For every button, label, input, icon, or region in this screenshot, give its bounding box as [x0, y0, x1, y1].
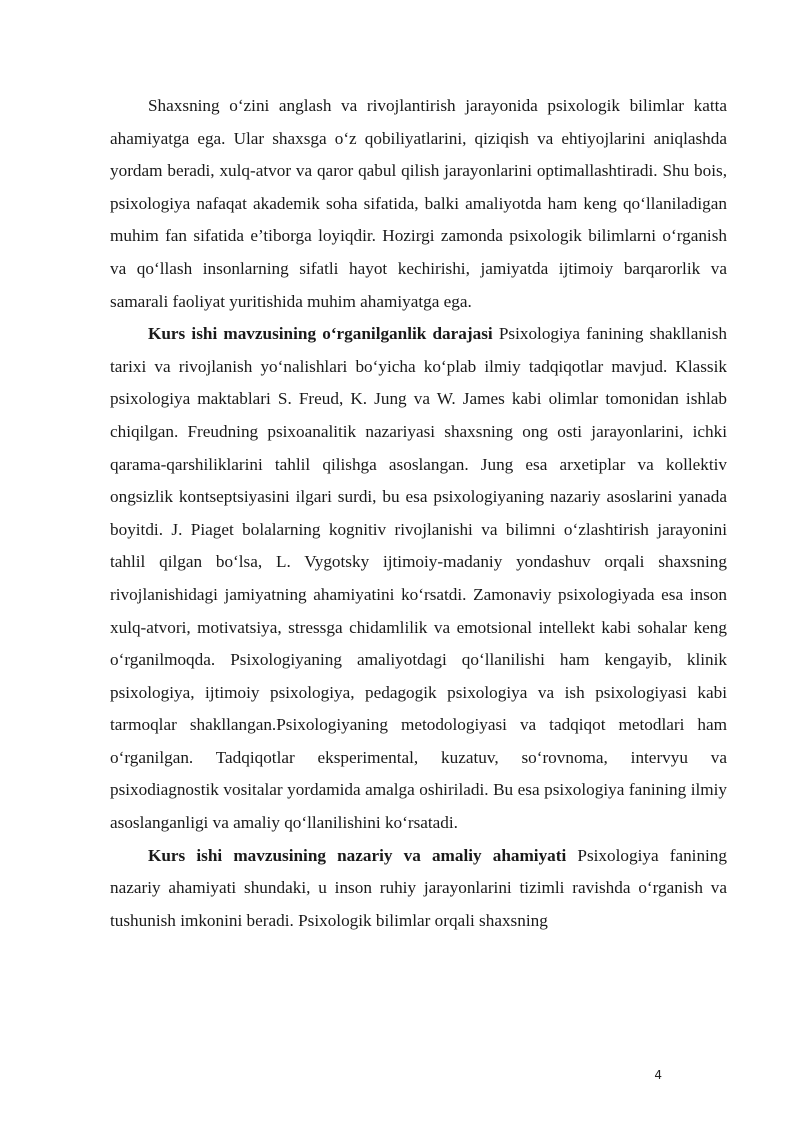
section-heading-research-level: Kurs ishi mavzusining o‘rganilganlik darajasi [148, 324, 493, 344]
paragraph-research-level [110, 318, 727, 840]
paragraph-text: Shaxsning o‘zini anglash va rivojlantirish jarayonida psixologik bilimlar katta ahamiyatga ega. Ular shaxsga o‘z qobiliyatlarini, qiziqish va ehtiyojlarini aniqlashda yordam beradi, xulq-atvor va qaror qabul qilish jarayonlarini optimallashtiradi. Shu bois, psixologiya nafaqat akademik soha sifatida, balki amaliyotda ham keng qo‘llaniladigan muhim fan sifatida e’tiborga loyiqdir. Hozirgi zamonda psixologik bilimlarni o‘rganish va qo‘llash insonlarning sifatli hayot kechirishi, jamiyatda ijtimoiy barqarorlik va samarali faoliyat yuritishida muhim ahamiyatga ega. [110, 96, 727, 311]
document-page [110, 90, 727, 937]
paragraph-intro [110, 90, 727, 318]
paragraph-text: Psixologiya fanining shakllanish tarixi va rivojlanish yo‘nalishlari bo‘yicha ko‘plab ilmiy tadqiqotlar mavjud. Klassik psixologiya maktablari S. Freud, K. Jung va W. James kabi olimlar tomonidan ishlab chiqilgan. Freudning psixoanalitik nazariyasi shaxsning ong osti jarayonlarini, ichki qarama-qarshiliklarini tahlil qilishga asoslangan. Jung esa arxetiplar va kollektiv ongsizlik kontseptsiyasini ilgari surdi, bu esa psixologiyaning nazariy asoslarini yanada boyitdi. J. Piaget bolalarning kognitiv rivojlanishi va bilimni o‘zlashtirish jarayonini tahlil qilgan bo‘lsa, L. Vygotsky ijtimoiy-madaniy yondashuv orqali shaxsning rivojlanishidagi jamiyatning ahamiyatini ko‘rsatdi. Zamonaviy psixologiyada esa inson xulq-atvori, motivatsiya, stressga chidamlilik va emotsional intellekt kabi sohalar keng o‘rganilmoqda. Psixologiyaning amaliyotdagi qo‘llanilishi ham kengayib, klinik psixologiya, ijtimoiy psixologiya, pedagogik psixologiya va ish psixologiyasi kabi tarmoqlar shakllangan.Psixologiyaning metodologiyasi va tadqiqot metodlari ham o‘rganilgan. Tadqiqotlar eksperimental, kuzatuv, so‘rovnoma, intervyu va psixodiagnostik vositalar yordamida amalga oshiriladi. Bu esa psixologiya fanining ilmiy asoslanganligi va amaliy qo‘llanilishini ko‘rsatadi. [110, 324, 727, 833]
page-number: 4 [654, 1068, 662, 1082]
paragraph-text: Psixologiya fanining nazariy ahamiyati shundaki, u inson ruhiy jarayonlarini tizimli ravishda o‘rganish va tushunish imkonini beradi. Psixologik bilimlar orqali shaxsning [110, 845, 727, 930]
paragraph-significance [110, 840, 727, 938]
section-heading-significance: Kurs ishi mavzusining nazariy va amaliy ahamiyati [148, 845, 567, 865]
